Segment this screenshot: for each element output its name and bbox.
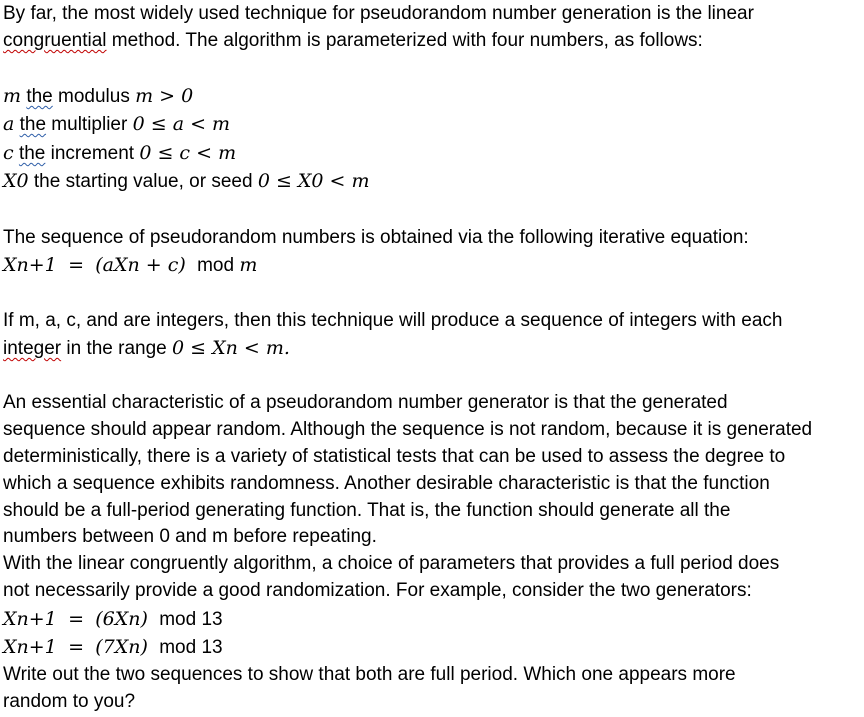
multiplier-expression: 0 ≤ a < m (132, 113, 231, 135)
integers-line-1: If m, a, c, and are integers, then this technique will produce a sequence of integers with each (3, 310, 783, 331)
essential-line-1: An essential characteristic of a pseudorandom number generator is that the generated (3, 392, 728, 413)
essential-line-8: not necessarily provide a good randomization. For example, consider the two generators: (3, 580, 752, 601)
essential-line-5: should be a full-period generating function. That is, the function should generate all the (3, 500, 731, 521)
intro-line-2: congruential method. The algorithm is parameterized with four numbers, as follows: (3, 30, 703, 51)
seed-expression: 0 ≤ X0 < m (257, 170, 370, 192)
essential-line-3: deterministically, there is a variety of statistical tests that can be used to assess the degree to (3, 446, 786, 467)
essential-line-6: numbers between 0 and m before repeating. (3, 526, 377, 547)
essential-line-2: sequence should appear random. Although the sequence is not random, because it is generated (3, 419, 813, 440)
param-multiplier: a the multiplier 0 ≤ a < m (3, 113, 231, 135)
main-equation: Xn+1 = (aXn + c) mod m (3, 254, 258, 276)
essential-line-4: which a sequence exhibits randomness. Another desirable characteristic is that the function (3, 473, 770, 494)
param-increment: c the increment 0 ≤ c < m (3, 142, 237, 164)
sequence-intro: The sequence of pseudorandom numbers is obtained via the following iterative equation: (3, 227, 749, 248)
param-seed: X0 the starting value, or seed 0 ≤ X0 < m (3, 170, 370, 192)
param-modulus: m the modulus m > 0 (3, 85, 194, 107)
intro-line-1: By far, the most widely used technique for pseudorandom number generation is the linear (3, 3, 754, 24)
generator-1: Xn+1 = (6Xn) mod 13 (3, 608, 223, 630)
equation-lhs: Xn+1 (3, 254, 57, 276)
question-line-1: Write out the two sequences to show that both are full period. Which one appears more (3, 664, 736, 685)
generator-2: Xn+1 = (7Xn) mod 13 (3, 636, 223, 658)
range-expression: 0 ≤ Xn < m. (172, 337, 290, 359)
modulus-expression: m > 0 (135, 85, 194, 107)
essential-line-7: With the linear congruently algorithm, a choice of parameters that provides a full period does (3, 553, 780, 574)
spellcheck-word: congruential (3, 30, 107, 51)
spellcheck-word: integer (3, 338, 62, 359)
question-line-2: random to you? (3, 691, 136, 712)
integers-line-2: integer in the range 0 ≤ Xn < m. (3, 337, 290, 359)
equation-rhs: (aXn + c) (95, 254, 186, 276)
increment-expression: 0 ≤ c < m (139, 142, 237, 164)
